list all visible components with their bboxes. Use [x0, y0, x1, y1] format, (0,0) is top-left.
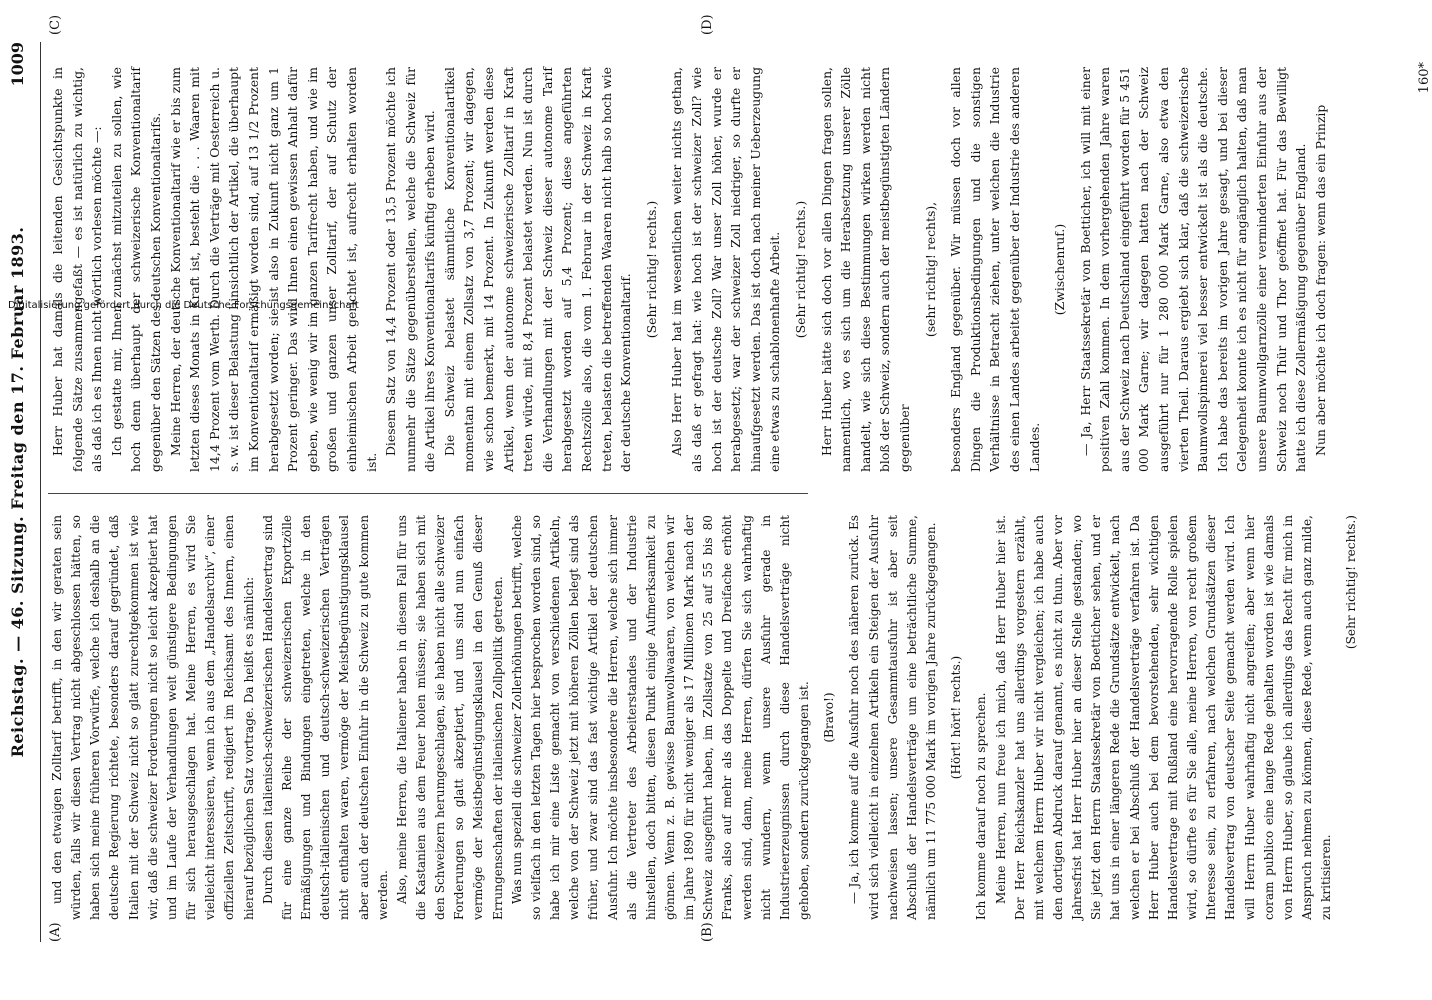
signature-mark: 160*: [1417, 62, 1432, 94]
paragraph: Ich gestatte mir, Ihnen zunächst mitzuteilen zu sollen, wie hoch denn überhaupt der schweizerische Konventionaltarif gegenüber den Sätzen des deutschen Konventionaltarifs.: [108, 67, 163, 472]
paragraph: — Ja, Herr Staatssekretär von Boetticher, ich will mit einer positiven Zahl kommen. In dem vorhergehenden Jahre waren aus der Schweiz nach Deutschland eingeführt worden für 5 451 000 Mark Garne; wir dagegen hatten nach der Schweiz ausgeführt nur für 1 280 000 Mark Garne, also etwa den vierten Theil. Daraus ergiebt sich klar, daß die schweizerische Baumwollspinnerei viel besser entwickelt ist als die deutsche. Ich habe das bereits im vorigen Jahre gesagt, und bei dieser Gelegenheit konnte ich es nicht für angänglich halten, daß man unsere Baumwollgarnzölle einer verminderten Einfuhr aus der Schweiz noch Thür und Thor geöffnet hat. Für das Bewilligt hatte ich diese Zollermäßigung gegenüber England.: [1077, 67, 1309, 472]
digitization-credit: [8, 300, 1008, 320]
paragraph: — Ja, ich komme auf die Ausfuhr noch des näheren zurück. Es wird sich vielleicht in einzelnen Artikeln ein Steigen der Ausfuhr nachweisen lassen; unsere Gesammtausfuhr ist aber seit Abschluß der Handelsverträge um eine beträchtliche Summe, nämlich um 11 775 000 Mark im vorigen Jahre zurückgegangen.: [847, 515, 939, 920]
running-title: Reichstag. — 46. Sitzung. Freitag den 17. Februar 1893.: [8, 226, 27, 758]
header-rule: [40, 42, 41, 942]
margin-letter-c: (C): [48, 14, 63, 35]
paragraph: und den etwaigen Zolltarif betrifft, in den wir geraten sein würden, falls wir diesen Vertrag nicht abgeschlossen hätten, so haben sich meine früheren Vorwürfe, welche ich deshalb an die deutsche Regierung richtete, besonders darauf gegründet, daß Italien mit der Schweiz nicht so glatt zurechtgekommen ist wie wir, daß die schweizer Forderungen nicht so leicht akzeptiert hat und im Laufe der Verhandlungen weit günstigere Bedingungen für sich herausgeschlagen hat. Meine Herren, es wird Sie vielleicht interessieren, wenn ich aus dem „Handelsarchiv“, einer offiziellen Zeitschrift, redigiert im Reichsamt des Innern, einen hierauf bezüglichen Satz vortrage. Da heißt es nämlich:: [50, 515, 256, 920]
paragraph: Die Schweiz belastet sämmtliche Konventionalartikel momentan mit einem Zollsatz von 3,7 Prozent; wir dagegen, wie schon bemerkt, mit 14 Prozent. In Zukunft werden diese Artikel, wenn der autonome schweizerische Zolltarif in Kraft treten würde, mit 8,4 Prozent belastet werden. Nun ist durch die Verhandlungen mit der Schweiz dieser autonome Tarif herabgesetzt worden auf 5,4 Prozent; diese angeführten Rechtszölle also, die vom 1. Februar in der Schweiz in Kraft treten, belasten die betreffenden Waaren nicht halb so hoch wie der deutsche Konventionaltarif.: [441, 67, 634, 472]
paragraph: Also, meine Herren, die Italiener haben in diesem Fall für uns die Kastanien aus dem Feuer holen müssen; sie haben sich mit den Schweizern herumgeschlagen, sie haben nicht alle schweizer Forderungen so glatt akzeptiert, und uns sind nun einfach vermöge der Meistbegünstigungsklausel in den Genuß dieser Errungenschaften der italienischen Zollpolitik getreten.: [394, 515, 505, 920]
interjection: (Sehr richtig! rechts.): [792, 200, 808, 339]
paragraph: Nun aber möchte ich doch fragen: wenn das ein Prinzip: [1312, 104, 1328, 456]
paragraph: Herr Huber hat damals die leitenden Gesichtspunkte in folgende Sätze zusammengefaßt — es ist natürlich zu wichtig, als daß ich es Ihnen nicht wörtlich vorlesen möchte —:: [50, 67, 105, 472]
paragraph: Durch diesen italienisch-schweizerischen Handelsvertrag sind für eine ganze Reihe der schweizerischen Exportzölle Ermäßigungen und Bindungen eingetreten, welche in den deutsch-italienischen und deutsch-schweizerischen Verträgen nicht enthalten waren, vermöge der Meistbegünstigungsklausel aber auch der deutschen Einfuhr in die Schweiz zu gute kommen werden.: [260, 515, 390, 920]
left-column: [48, 515, 1367, 920]
margin-letter-d: (D): [700, 14, 715, 35]
paragraph: Meine Herren, der deutsche Konventionaltarif wie er bis zum letzten dieses Monats in Kraft ist, besteht die . . . Waaren mit 14,4 Prozent vom Werth. Durch die Verträge mit Oesterreich u. s. w. ist dieser Belastung hinsichtlich der Artikel, die überhaupt im Konventionaltarif ermäßigt worden sind, auf 13 1/2 Prozent herabgesetzt worden; sie ist also in Zukunft nicht ganz um 1 Prozent geringer. Das wird Ihnen einen gewissen Anhalt dafür geben, wie wenig wir im ganzen Tarifrecht haben, und wie im großen und ganzen unser Zolltarif, der auf Schutz der einheimischen Arbeit gerichtet ist, aufrecht erhalten worden ist.: [167, 67, 379, 472]
paragraph: Ich komme darauf noch zu sprechen.: [974, 692, 989, 920]
interjection: (sehr richtig! rechts),: [922, 201, 938, 338]
page-header: [8, 42, 32, 942]
paragraph: Meine Herren, nun freue ich mich, daß Herr Huber hier ist. Der Herr Reichskanzler hat uns allerdings vorgestern erzählt, mit welchem Herrn Huber wir nicht vergleichen; ich habe auch den dortigen Abdruck darauf genannt, es nicht zu thun. Aber vor Jahresfrist hat Herr Huber hier an dieser Stelle gestanden; wo Sie jetzt den Herrn Staatssekretär von Boetticher sehen, und er hat uns in einer längeren Rede die Grundsätze entwickelt, nach welchen er bei Abschluß der Handelsverträge verfahren ist. Da Herr Huber auch bei dem bevorstehenden, sehr wichtigen Handelsvertrage mit Rußland eine hervorragende Rolle spielen wird, so dürfte es für Sie alle, meine Herren, von recht großem Interesse sein, zu erfahren, nach welchen Grundsätzen dieser Handelsvertrag von deutscher Seite gemacht werden wird. Ich will Herrn Huber wahrhaftig nicht angreifen; aber wenn hier coram publico eine lange Rede gehalten worden ist wie damals von Herrn Huber, so glaube ich allerdings das Recht für mich in Anspruch nehmen zu können, diese Rede, wenn auch ganz milde, zu kritisieren.: [993, 515, 1334, 920]
right-column: [48, 67, 1330, 472]
interjection: (Hört! hört! rechts.): [949, 655, 964, 780]
interjection: (Zwischenruf.): [1052, 223, 1068, 316]
paragraph: besonders England gegenüber. Wir müssen doch vor allen Dingen die Produktionsbedingungen und die sonstigen Verhältnisse in Betracht ziehen, unter welchen die Industrie des einen Landes arbeitet gegenüber der Industrie des anderen Landes.: [948, 67, 1042, 472]
paragraph: Diesem Satz von 14,4 Prozent oder 13,5 Prozent möchte ich nunmehr die Sätze gegenüberstellen, welche die Schweiz für die Artikel ihres Konventionaltarifs künftig erheben wird.: [383, 67, 438, 472]
margin-letter-a: (A): [48, 922, 63, 942]
paragraph: Herr Huber hätte sich doch vor allen Dingen fragen sollen, namentlich, wo es sich um die Herabsetzung unserer Zölle handelt, wie sich diese Bestimmungen wirken werden nicht bloß der Schweiz, sondern auch der meistbegünstigten Ländern gegenüber: [818, 67, 912, 472]
interjection: (Bravo!): [822, 692, 837, 743]
interjection: (Sehr richtig! rechts.): [1344, 515, 1359, 650]
margin-letter-b: (B): [700, 922, 715, 942]
column-divider: [48, 493, 808, 494]
digitization-credit-text: Digitalisierung gefördert durch die Deutsche Forschungsgemeinschaft: [8, 300, 359, 311]
page-number: 1009: [8, 42, 27, 87]
paragraph: Also Herr Huber hat im wesentlichen weiter nichts gethan, als daß er gefragt hat: wie hoch ist der schweizer Zoll? wie hoch ist der deutsche Zoll? War unser Zoll höher, wurde er herabgesetzt; war der schweizer Zoll niedriger, so durfte er hinaufgesetzt werden. Das ist doch nach meiner Ueberzeugung eine etwas zu schablonenhafte Arbeit.: [669, 67, 783, 472]
interjection: (Sehr richtig! rechts.): [643, 200, 659, 339]
paragraph: Was nun speziell die schweizer Zollerhöhungen betrifft, welche so vielfach in den letzten Tagen hier besprochen worden sind, so habe ich mir eine Liste gemacht von verschiedenen Artikeln, welche von der Schweiz jetzt mit höheren Zöllen belegt sind als früher, und zwar sind das fast wichtige Artikel der deutschen Ausfuhr. Ich möchte insbesondere die Herren, welche sich immer als die Vertreter des Arbeiterstandes und der Industrie hinstellen, doch bitten, diesen Punkt einige Aufmerksamkeit zu gönnen. Wenn z. B. gewisse Baumwollwaaren, von welchen wir im Jahre 1890 für nicht weniger als 17 Millionen Mark nach der Schweiz ausgeführt haben, im Zollsatze von 25 auf 55 bis 80 Franks, also auf mehr als das Doppelte und Dreifache erhöht werden sind, dann, meine Herren, dürfen Sie sich wahrhaftig nicht wundern, wenn unsere Ausfuhr gerade in Industrieerzeugnissen durch diese Handelsverträge nicht gehoben, sondern zurückgegangen ist.: [509, 515, 812, 920]
